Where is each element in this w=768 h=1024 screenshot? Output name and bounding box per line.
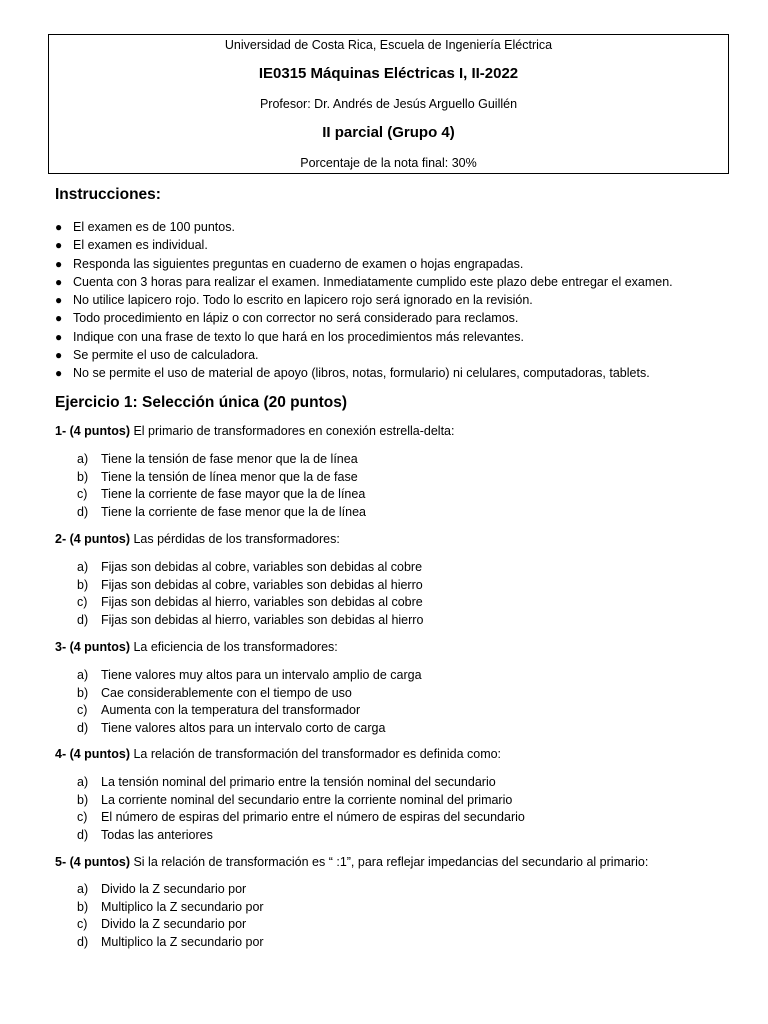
question-3-options (77, 667, 422, 738)
bullet-icon: ● (55, 311, 63, 326)
question-4 (55, 747, 501, 761)
bullet-icon: ● (55, 238, 63, 253)
instruction-item: ● El examen es individual. (55, 236, 673, 254)
question-2 (55, 532, 340, 546)
question-number: 2- (4 puntos) (55, 532, 130, 546)
option-a: a) Fijas son debidas al cobre, variables son debidas al cobre (77, 560, 423, 574)
option-b: b) La corriente nominal del secundario entre la corriente nominal del primario (77, 792, 513, 807)
question-text: Las pérdidas de los transformadores: (130, 532, 340, 546)
bullet-icon: ● (55, 293, 63, 308)
option-b: b) Multiplico la Z secundario por (77, 899, 264, 914)
option-a: a) Divido la Z secundario por (77, 882, 247, 896)
question-5-options (77, 881, 264, 952)
option-d: d) Fijas son debidas al hierro, variables son debidas al hierro (77, 613, 424, 628)
bullet-icon: ● (55, 329, 63, 344)
option-d: d) Multiplico la Z secundario por (77, 935, 264, 950)
course-title: IE0315 Máquinas Eléctricas I, II-2022 (258, 65, 519, 82)
question-1 (55, 424, 454, 438)
option-b: b) Tiene la tensión de línea menor que la de fase (77, 469, 358, 484)
option-a: a) La tensión nominal del primario entre la tensión nominal del secundario (77, 775, 496, 789)
exercise1-heading: Ejercicio 1: Selección única (20 puntos) (55, 394, 348, 411)
instructions-list (55, 218, 673, 383)
option-c: c) Divido la Z secundario por (77, 917, 247, 932)
professor-name: Profesor: Dr. Andrés de Jesús Arguello Guillén (259, 97, 518, 111)
instruction-item: ● Todo procedimiento en lápiz o con corrector no será considerado para reclamos. (55, 309, 673, 327)
option-d: d) Tiene la corriente de fase menor que la de línea (77, 505, 366, 520)
question-text: El primario de transformadores en conexión estrella-delta: (130, 424, 455, 438)
instruction-item: ● Se permite el uso de calculadora. (55, 346, 673, 364)
question-number: 5- (4 puntos) (55, 855, 130, 869)
exam-title: II parcial (Grupo 4) (322, 124, 455, 141)
question-3 (55, 640, 338, 654)
instruction-item: ● Cuenta con 3 horas para realizar el examen. Inmediatamente cumplido este plazo debe entregar el examen. (55, 273, 673, 291)
bullet-icon: ● (55, 256, 63, 271)
grade-percentage: Porcentaje de la nota final: 30% (300, 156, 477, 170)
question-text: La relación de transformación del transformador es definida como: (130, 747, 502, 761)
instruction-item: ● Indique con una frase de texto lo que hará en los procedimientos más relevantes. (55, 328, 673, 346)
option-c: c) Aumenta con la temperatura del transformador (77, 703, 361, 718)
option-b: b) Fijas son debidas al cobre, variables son debidas al hierro (77, 577, 423, 592)
bullet-icon: ● (55, 366, 63, 381)
question-4-options (77, 774, 525, 845)
question-5 (55, 855, 648, 869)
exam-header-box (48, 34, 729, 174)
university-name: Universidad de Costa Rica, Escuela de Ingeniería Eléctrica (224, 38, 553, 52)
question-number: 3- (4 puntos) (55, 640, 130, 654)
question-number: 4- (4 puntos) (55, 747, 130, 761)
instruction-item: ● No se permite el uso de material de apoyo (libros, notas, formulario) ni celulares, computadoras, tablets. (55, 364, 673, 382)
option-c: c) El número de espiras del primario entre el número de espiras del secundario (77, 810, 525, 825)
bullet-icon: ● (55, 348, 63, 363)
question-text: Si la relación de transformación es “ :1”, para reflejar impedancias del secundario al primario: (130, 855, 649, 869)
option-d: d) Tiene valores altos para un intervalo corto de carga (77, 721, 386, 736)
option-b: b) Cae considerablemente con el tiempo de uso (77, 685, 352, 700)
bullet-icon: ● (55, 274, 63, 289)
instruction-item: ● Responda las siguientes preguntas en cuaderno de examen o hojas engrapadas. (55, 255, 673, 273)
question-text: La eficiencia de los transformadores: (130, 640, 338, 654)
question-number: 1- (4 puntos) (55, 424, 130, 438)
option-d: d) Todas las anteriores (77, 828, 213, 843)
instructions-heading: Instrucciones: (55, 186, 161, 203)
question-2-options (77, 559, 423, 630)
instruction-item: ● El examen es de 100 puntos. (55, 218, 673, 236)
option-a: a) Tiene la tensión de fase menor que la de línea (77, 452, 358, 466)
question-1-options (77, 451, 366, 522)
option-a: a) Tiene valores muy altos para un intervalo amplio de carga (77, 668, 422, 682)
instruction-item: ● No utilice lapicero rojo. Todo lo escrito en lapicero rojo será ignorado en la revisión. (55, 291, 673, 309)
option-c: c) Tiene la corriente de fase mayor que la de línea (77, 487, 366, 502)
bullet-icon: ● (55, 220, 63, 234)
option-c: c) Fijas son debidas al hierro, variables son debidas al cobre (77, 595, 423, 610)
